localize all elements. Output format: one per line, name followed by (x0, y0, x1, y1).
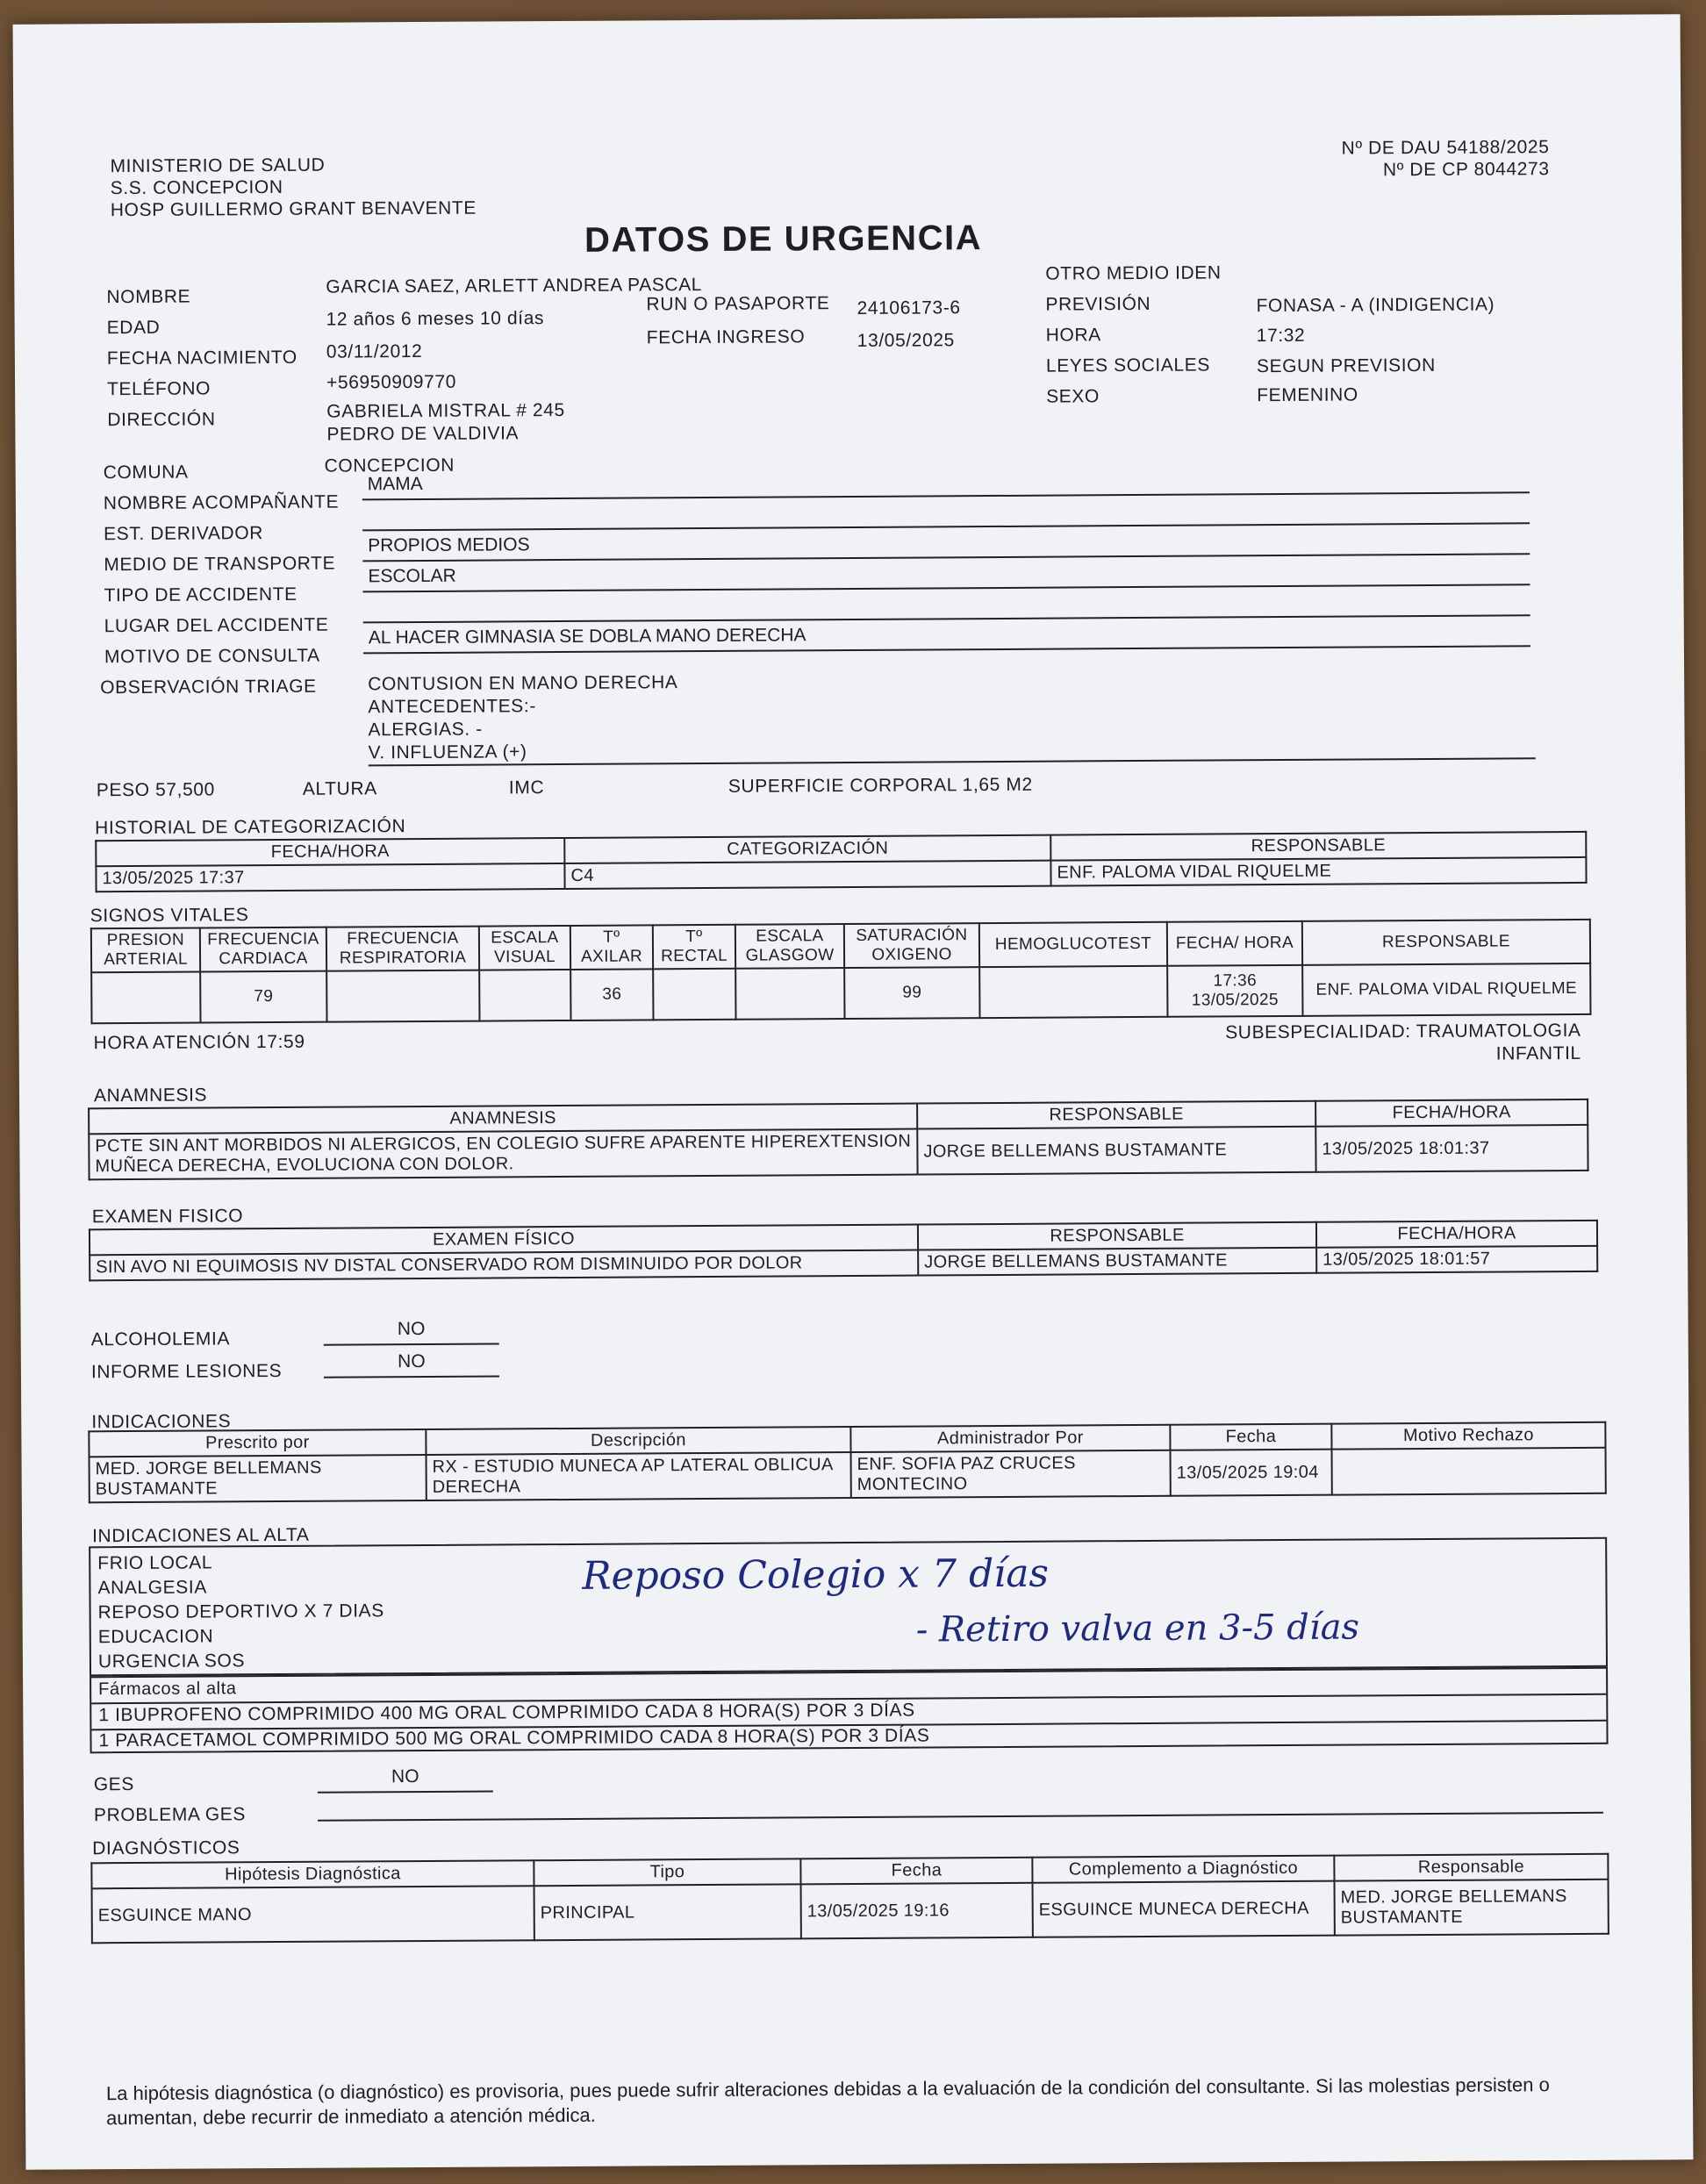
cell: ENF. PALOMA VIDAL RIQUELME (1302, 963, 1590, 1016)
signos-table (90, 919, 1592, 1024)
dir-label: DIRECCIÓN (107, 409, 216, 431)
cell: 13/05/2025 17:37 (96, 863, 564, 892)
run-value: 24106173-6 (857, 297, 961, 319)
prevision-value: FONASA - A (INDIGENCIA) (1256, 294, 1495, 317)
farmacos-box (90, 1667, 1609, 1754)
fingreso-value: 13/05/2025 (857, 330, 955, 351)
col-header: RESPONSABLE (917, 1101, 1315, 1129)
col-header: Tipo (534, 1858, 800, 1886)
col-header: FRECUENCIA RESPIRATORIA (326, 927, 479, 971)
hora-label: HORA (1045, 325, 1101, 346)
cell: ENF. SOFIA PAZ CRUCES MONTECINO (851, 1450, 1171, 1498)
fnac-label: FECHA NACIMIENTO (106, 347, 297, 369)
cell: 17:36 13/05/2025 (1167, 965, 1302, 1017)
triage-line: ANTECEDENTES:- (368, 696, 536, 718)
cell: 79 (200, 971, 326, 1023)
lesiones-label: INFORME LESIONES (90, 1360, 283, 1383)
cp-number: Nº DE CP 8044273 (1382, 159, 1550, 181)
edad-value: 12 años 6 meses 10 días (326, 308, 545, 330)
institution-line: S.S. CONCEPCION (110, 176, 283, 199)
col-header: FECHA/HORA (96, 838, 564, 866)
table-row (92, 1880, 1609, 1944)
farmacos-label: Fármacos al alta (98, 1679, 237, 1700)
col-header: Responsable (1334, 1854, 1608, 1881)
alcoholemia-value: NO (324, 1318, 499, 1345)
cell (326, 970, 479, 1022)
cell: JORGE BELLEMANS BUSTAMANTE (918, 1248, 1316, 1276)
dir-line1: GABRIELA MISTRAL # 245 (326, 399, 565, 422)
handwritten-note-reposo: Reposo Colegio x 7 días (582, 1550, 1050, 1599)
cell: ESGUINCE MUNECA DERECHA (1033, 1881, 1335, 1937)
categorizacion-section: HISTORIAL DE CATEGORIZACIÓN (95, 816, 406, 839)
farmaco-line: 1 IBUPROFENO COMPRIMIDO 400 MG ORAL COMPRIMIDO CADA 8 HORA(S) POR 3 DÍAS (98, 1700, 915, 1726)
tel-value: +56950909770 (326, 371, 457, 393)
edad-label: EDAD (106, 317, 161, 339)
col-header: Motivo Rechazo (1331, 1422, 1605, 1450)
institution-block (110, 154, 477, 222)
alta-section: INDICACIONES AL ALTA (92, 1524, 310, 1547)
accidente-label: TIPO DE ACCIDENTE (104, 584, 297, 606)
dir-line2: PEDRO DE VALDIVIA (326, 423, 520, 445)
derivador-value (362, 498, 1530, 531)
document-sheet (13, 14, 1694, 2170)
transporte-value: PROPIOS MEDIOS (362, 528, 1530, 562)
cell: JORGE BELLEMANS BUSTAMANTE (917, 1127, 1315, 1175)
alta-line: FRIO LOCAL (97, 1552, 213, 1574)
col-header: HEMOGLUCOTEST (979, 922, 1167, 967)
col-header: RESPONSABLE (1302, 920, 1590, 965)
leyes-value: SEGUN PREVISION (1256, 354, 1436, 377)
lugar-value (363, 590, 1530, 623)
col-header: Descripción (426, 1427, 850, 1455)
triage-value (368, 666, 1536, 766)
page-title: DATOS DE URGENCIA (584, 218, 983, 260)
transporte-label: MEDIO DE TRANSPORTE (104, 553, 336, 576)
cell: C4 (564, 861, 1050, 889)
cell: 13/05/2025 18:01:37 (1315, 1125, 1588, 1172)
cell: ENF. PALOMA VIDAL RIQUELME (1050, 857, 1586, 886)
signos-section: SIGNOS VITALES (90, 905, 249, 927)
cell (1331, 1448, 1605, 1495)
alta-line: URGENCIA SOS (97, 1651, 246, 1672)
cell: 99 (844, 967, 979, 1019)
motivo-value: AL HACER GIMNASIA SE DOBLA MANO DERECHA (363, 620, 1530, 654)
cell (479, 970, 570, 1021)
col-header: Administrador Por (850, 1425, 1170, 1452)
triage-label: OBSERVACIÓN TRIAGE (100, 676, 317, 698)
derivador-label: EST. DERIVADOR (104, 523, 264, 545)
triage-line: V. INFLUENZA (+) (368, 741, 527, 763)
col-header: EXAMEN FÍSICO (90, 1225, 918, 1256)
farmaco-line: 1 PARACETAMOL COMPRIMIDO 500 MG ORAL COMPRIMIDO CADA 8 HORA(S) POR 3 DÍAS (98, 1725, 930, 1751)
sexo-label: SEXO (1046, 386, 1100, 407)
cell: MED. JORGE BELLEMANS BUSTAMANTE (1335, 1880, 1609, 1936)
cell: 13/05/2025 18:01:57 (1316, 1246, 1597, 1273)
alta-line: REPOSO DEPORTIVO X 7 DIAS (97, 1600, 384, 1623)
tel-label: TELÉFONO (107, 378, 211, 400)
lugar-label: LUGAR DEL ACCIDENTE (104, 614, 329, 637)
col-header: Tº RECTAL (653, 925, 735, 970)
fingreso-label: FECHA INGRESO (646, 326, 806, 348)
subespecialidad: SUBESPECIALIDAD: TRAUMATOLOGIA INFANTIL (1225, 1020, 1581, 1064)
col-header: RESPONSABLE (918, 1222, 1316, 1250)
col-header: CATEGORIZACIÓN (564, 835, 1050, 863)
col-header: FECHA/HORA (1315, 1099, 1588, 1127)
acomp-value: MAMA (362, 467, 1530, 500)
indicaciones-table (88, 1421, 1606, 1504)
run-label: RUN O PASAPORTE (646, 293, 830, 315)
cell: 36 (570, 969, 653, 1020)
lesiones-value: NO (324, 1350, 499, 1378)
institution-line: HOSP GUILLERMO GRANT BENAVENTE (110, 197, 477, 221)
cell (653, 969, 735, 1020)
peso: PESO 57,500 (96, 779, 215, 801)
fnac-value: 03/11/2012 (326, 340, 423, 362)
cell: 13/05/2025 19:04 (1171, 1450, 1332, 1496)
cell: MED. JORGE BELLEMANS BUSTAMANTE (90, 1455, 426, 1502)
col-header: Tº AXILAR (570, 925, 653, 970)
disclaimer-text: La hipótesis diagnóstica (o diagnóstico) es provisoria, pues puede sufrir alteraciones debidas a la evaluación de la condición del consultante. Si las molestias persisten o aumentan, debe recurrir de inmediato a atención médica. (105, 2073, 1550, 2130)
alta-line: EDUCACION (97, 1626, 214, 1648)
nombre-value: GARCIA SAEZ, ARLETT ANDREA PASCAL (326, 275, 703, 297)
case-numbers (1286, 136, 1549, 182)
col-header: SATURACIÓN OXIGENO (844, 923, 979, 968)
institution-line: MINISTERIO DE SALUD (110, 154, 326, 177)
superficie-corporal: SUPERFICIE CORPORAL 1,65 M2 (728, 774, 1033, 797)
alta-lines (97, 1550, 384, 1674)
indicaciones-section: INDICACIONES (91, 1411, 232, 1433)
cell: PCTE SIN ANT MORBIDOS NI ALERGICOS, EN COLEGIO SUFRE APARENTE HIPEREXTENSION MUÑECA DERECHA, EVOLUCIONA CON DOLOR. (89, 1129, 917, 1180)
comuna-value: CONCEPCION (324, 455, 455, 476)
col-header: FECHA/ HORA (1167, 921, 1302, 966)
diagnosticos-section: DIAGNÓSTICOS (92, 1837, 240, 1859)
ges-value: NO (318, 1766, 493, 1794)
ges-label: GES (93, 1774, 135, 1795)
col-header: FRECUENCIA CARDIACA (200, 927, 326, 972)
handwritten-note-retiro: - Retiro valva en 3-5 días (915, 1607, 1360, 1651)
prevision-label: PREVISIÓN (1045, 293, 1151, 315)
problema-ges-value (318, 1787, 1603, 1822)
cell: ESGUINCE MANO (92, 1886, 534, 1943)
acomp-label: NOMBRE ACOMPAÑANTE (103, 491, 340, 514)
motivo-label: MOTIVO DE CONSULTA (104, 645, 320, 668)
col-header: Fecha (1170, 1424, 1331, 1450)
triage-line: CONTUSION EN MANO DERECHA (368, 672, 678, 695)
triage-line: ALERGIAS. - (368, 719, 483, 741)
cell (91, 972, 200, 1024)
leyes-label: LEYES SOCIALES (1045, 354, 1211, 376)
cell: 13/05/2025 19:16 (801, 1883, 1033, 1939)
examen-table (89, 1220, 1598, 1282)
table-row (91, 963, 1590, 1023)
alcoholemia-label: ALCOHOLEMIA (90, 1328, 231, 1350)
altura: ALTURA (302, 778, 377, 799)
table-row (89, 1125, 1588, 1179)
diagnosticos-table (90, 1853, 1609, 1944)
cell (979, 966, 1167, 1018)
categorizacion-table (95, 831, 1587, 892)
col-header: Hipótesis Diagnóstica (91, 1860, 534, 1888)
alta-line: ANALGESIA (97, 1577, 207, 1599)
col-header: Prescrito por (89, 1429, 426, 1457)
accidente-value: ESCOLAR (362, 559, 1530, 592)
cell: PRINCIPAL (534, 1884, 801, 1940)
cell (735, 968, 844, 1020)
nombre-label: NOMBRE (106, 286, 191, 308)
anamnesis-section: ANAMNESIS (93, 1085, 208, 1106)
otro-medio-label: OTRO MEDIO IDEN (1045, 262, 1222, 284)
col-header: FECHA/HORA (1316, 1221, 1597, 1248)
col-header: ESCALA GLASGOW (735, 924, 844, 969)
hora-value: 17:32 (1256, 325, 1306, 347)
alta-box (89, 1537, 1608, 1677)
dau-number: Nº DE DAU 54188/2025 (1341, 137, 1550, 159)
col-header: Complemento a Diagnóstico (1032, 1856, 1334, 1883)
col-header: PRESION ARTERIAL (91, 928, 200, 973)
table-row (90, 1448, 1606, 1503)
sexo-value: FEMENINO (1257, 384, 1358, 406)
problema-ges-label: PROBLEMA GES (93, 1804, 247, 1826)
col-header: Fecha (800, 1858, 1032, 1885)
imc: IMC (508, 777, 545, 798)
hora-atencion: HORA ATENCIÓN 17:59 (93, 1031, 305, 1054)
cell: RX - ESTUDIO MUNECA AP LATERAL OBLICUA DERECHA (426, 1452, 851, 1500)
anamnesis-table (88, 1099, 1588, 1180)
cell: SIN AVO NI EQUIMOSIS NV DISTAL CONSERVADO ROM DISMINUIDO POR DOLOR (90, 1250, 918, 1281)
examen-section: EXAMEN FISICO (91, 1206, 244, 1228)
comuna-label: COMUNA (103, 462, 189, 483)
col-header: ANAMNESIS (89, 1104, 917, 1135)
col-header: ESCALA VISUAL (479, 926, 570, 970)
col-header: RESPONSABLE (1050, 832, 1586, 861)
